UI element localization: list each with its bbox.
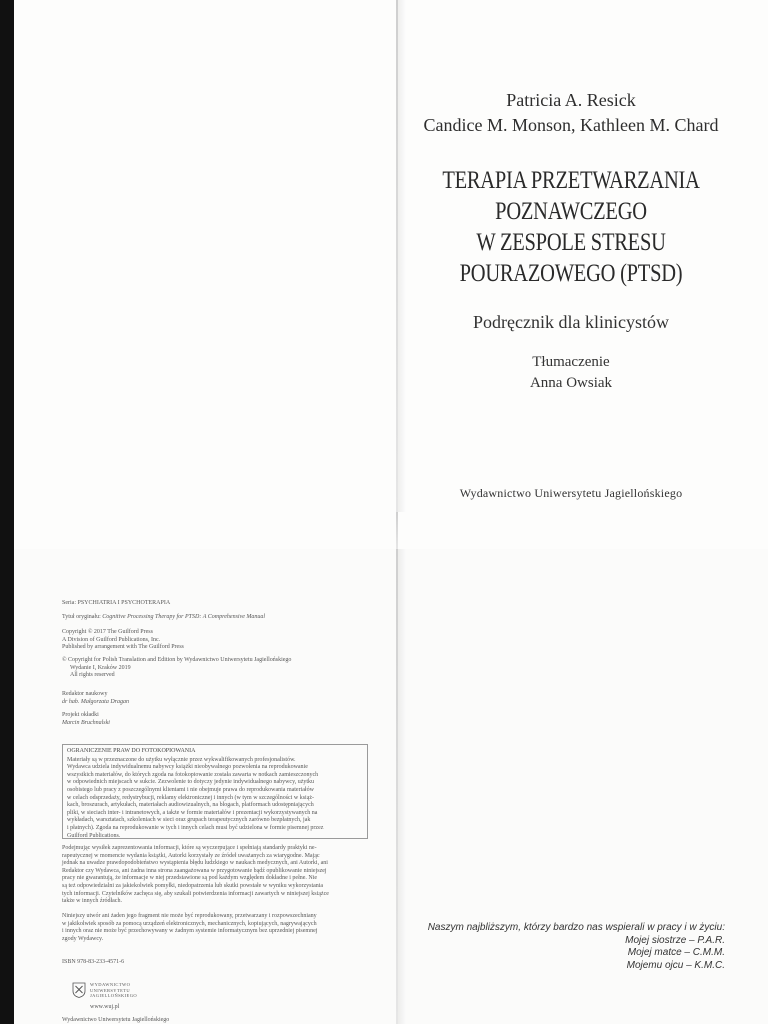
- authors: [398, 88, 744, 138]
- logo-text-line: JAGIELLOŃSKIEGO: [90, 993, 137, 998]
- scan-edge: [0, 512, 14, 549]
- editor-label: Redaktor naukowy: [62, 691, 108, 697]
- notice-line: osobistego lub pracy z poszczególnymi klientami i nie obejmuje prawa do reprodukowania materiałów: [67, 786, 314, 793]
- copyright-line: © Copyright for Polish Translation and Edition by Wydawnictwo Uniwersytetu Jagiellońskiego: [62, 657, 292, 663]
- copyright-line: All rights reserved: [70, 672, 115, 679]
- disclaimer-paragraph: [62, 845, 362, 906]
- disclaimer-line: Redaktor czy Wydawca, ani żadna inna strona zaangażowana w przygotowanie bądź opublikowanie niniejszej: [62, 867, 327, 874]
- title-line-3: W ZESPOLE STRESU: [476, 229, 666, 256]
- photocopy-notice-box: [62, 744, 368, 839]
- title-line-2: POZNAWCZEGO: [495, 198, 647, 225]
- notice-line: wszystkich materiałów, do których zgoda na fotokopiowanie została zawarta w notkach zamieszczonych: [67, 771, 319, 778]
- notice-line: w celach odsprzedaży, redystrybucji, reklamy elektronicznej i innych (w tym w szczególności w książ-: [67, 794, 315, 801]
- notice-line: kach, broszurach, artykułach, materiałach audiowizualnych, na blogach, platformach udostępniających: [67, 802, 314, 809]
- copyright-spread: [0, 549, 768, 1024]
- rights-line: Niniejszy utwór ani żaden jego fragment nie może być reprodukowany, przetwarzany i rozpowszechniany: [62, 913, 317, 919]
- disclaimer-line: Podejmując wysiłek zaprezentowania informacji, które są wyczerpujące i spełniają standardy praktyki ne-: [62, 845, 317, 851]
- title-line-1: TERAPIA PRZETWARZANIA: [442, 167, 700, 194]
- dedication-line: Mojej siostrze – P.A.R.: [625, 934, 725, 946]
- translator-name: Anna Owsiak: [529, 375, 613, 391]
- scan-edge: [0, 0, 14, 512]
- disclaimer-line: są też odpowiedzialni za jakiekolwiek pomyłki, niedopatrzenia lub skutki powstałe w wyniku wykorzystania: [62, 882, 324, 889]
- title-page: [398, 0, 768, 512]
- rights-paragraph: [62, 913, 362, 943]
- dedication: [420, 922, 725, 972]
- notice-line: Wydawca udziela indywidualnemu nabywcy książki nieobywalnego pozwolenia na reprodukowanie: [67, 764, 308, 771]
- publisher-crest-icon: [72, 982, 86, 998]
- notice-line: Guilford Publications.: [67, 832, 121, 839]
- copyright-line: Published by arrangement with The Guilford Press: [62, 644, 184, 651]
- notice-line: Materiały są w przeznaczone do użytku wyłącznie przez wykwalifikowanych profesjonalistów.: [67, 756, 296, 763]
- publisher-logo-text: [90, 982, 137, 999]
- publisher-website: www.wuj.pl: [90, 1004, 120, 1010]
- translation-label: Tłumaczenie: [532, 354, 610, 370]
- book-subtitle: Podręcznik dla klinicystów: [473, 312, 669, 332]
- publisher-name: Wydawnictwo Uniwersytetu Jagiellońskiego: [459, 486, 683, 500]
- original-title-label: Tytuł oryginału:: [62, 614, 103, 620]
- disclaimer-line: pracy nie gwarantują, że informacje w niej przedstawione są pod każdym względem dokładne i pełne. Nie: [62, 875, 318, 882]
- isbn: ISBN 978-83-233-4571-6: [62, 959, 125, 965]
- translation-credit: [398, 352, 744, 394]
- copyright-line: A Division of Guilford Publications, Inc.: [62, 636, 161, 643]
- notice-line: wykładach, warsztatach, szkoleniach w sieci oraz grupach terapeutycznych zarówno bezpłatnych, jak: [67, 817, 311, 824]
- original-title: [62, 614, 362, 622]
- rights-line: zgody Wydawcy.: [62, 935, 104, 942]
- copyright-line: Wydanie I, Kraków 2019: [70, 664, 131, 671]
- notice-line: i płatnych). Zgoda na reprodukowanie w tych i innych celach musi być udzielona w formie pisemnej przez: [67, 824, 324, 831]
- series-line: Seria: PSYCHIATRIA I PSYCHOTERAPIA: [62, 600, 171, 606]
- book-title: [429, 165, 713, 289]
- disclaimer-line: rapeutycznej w momencie wydania książki, Autorki korzystały ze źródeł uważanych za wiarygodne. Mając: [62, 852, 320, 859]
- rights-line: i innych oraz nie może być przechowywany w żadnym systemie informatycznym bez uprzedniej pisemnej: [62, 928, 318, 935]
- copyright-notice: [62, 629, 362, 652]
- original-title-text: Cognitive Processing Therapy for PTSD: A Comprehensive Manual: [102, 614, 266, 620]
- book-gutter: [396, 512, 398, 549]
- scan-edge: [0, 549, 14, 1024]
- rights-line: w jakikolwiek sposób za pomocą urządzeń elektronicznych, mechanicznych, kopiujących, nagrywających: [62, 920, 317, 927]
- author-line-1: Patricia A. Resick: [506, 90, 636, 110]
- editor-name: dr hab. Małgorzata Dragan: [62, 698, 130, 705]
- dedication-line: Naszym najbliższym, którzy bardzo nas wspierali w pracy i w życiu:: [427, 922, 725, 933]
- logo-text-line: UNIWERSYTETU: [90, 987, 131, 993]
- author-line-2: Candice M. Monson, Kathleen M. Chard: [423, 115, 719, 135]
- editor-credit: [62, 691, 362, 706]
- scan-gap: [0, 512, 768, 549]
- copyright-page: [62, 549, 382, 1024]
- title-line-4: POURAZOWEGO (PTSD): [459, 260, 683, 287]
- notice-line: pliki, w sieciach inter- i intranetowych, a także w formie materiałów i prezentacji wykorzystywanych na: [67, 809, 318, 816]
- disclaimer-line: także w innych źródłach.: [62, 898, 122, 905]
- gutter-shadow: [398, 549, 406, 1024]
- cover-designer-name: Marcin Bruchnalski: [62, 719, 110, 726]
- disclaimer-line: jednak na uwadze prawdopodobieństwo wystąpienia błędu ludzkiego w naukach medycznych, ani Autorki, ani: [62, 860, 328, 867]
- notice-title: OGRANICZENIE PRAW DO FOTOKOPIOWANIA: [67, 748, 196, 754]
- copyright-line: Copyright © 2017 The Guilford Press: [62, 629, 153, 635]
- dedication-line: Mojemu ojcu – K.M.C.: [626, 959, 725, 971]
- publisher-footer: Wydawnictwo Uniwersytetu Jagiellońskiego: [62, 1017, 170, 1023]
- polish-copyright-notice: [62, 657, 362, 680]
- logo-text-line: WYDAWNICTWO: [90, 982, 131, 987]
- disclaimer-line: tych informacji. Czytelników zachęca się, aby szukali potwierdzenia informacji zawartych w niniejszej książce: [62, 890, 329, 897]
- dedication-line: Mojej matce – C.M.M.: [627, 947, 725, 958]
- notice-line: w odpowiednich miejscach w sukcie. Zezwolenie to dotyczy jedynie indywidualnego nabywcy, użytku: [67, 779, 315, 786]
- cover-label: Projekt okładki: [62, 712, 99, 718]
- cover-credit: [62, 712, 362, 727]
